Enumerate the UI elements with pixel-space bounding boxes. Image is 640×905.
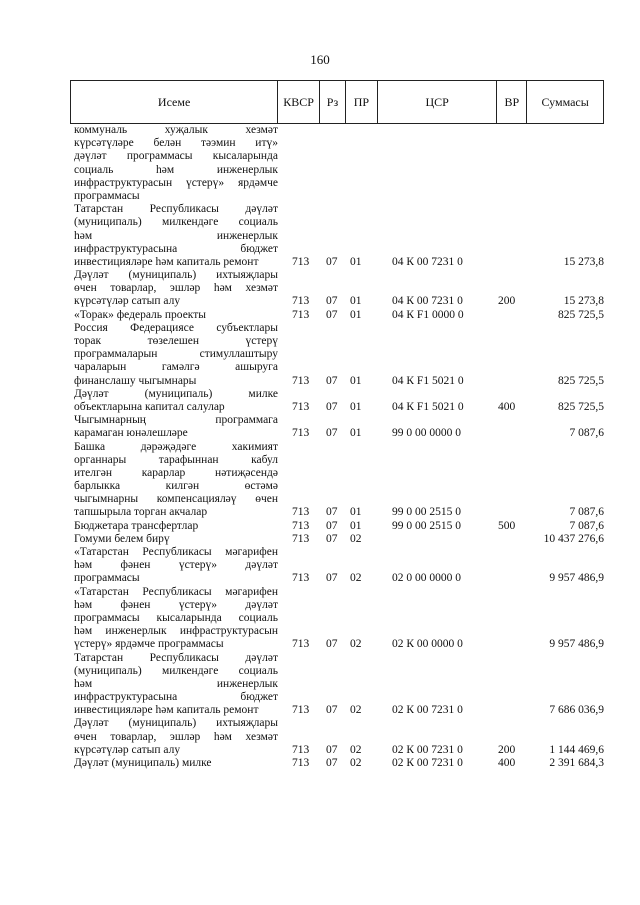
- row-name: [70, 124, 278, 203]
- row-name-line: программасы: [74, 572, 140, 585]
- row-pr: 02: [350, 743, 362, 756]
- row-rz: 07: [326, 308, 338, 321]
- row-name-line: һәм инженерлык: [74, 677, 278, 690]
- row-pr: 01: [350, 255, 362, 268]
- row-pr: 02: [350, 704, 362, 717]
- row-name-line: Дәүләт (муниципаль) ихтыяҗлары: [74, 717, 278, 730]
- row-sum: 2 391 684,3: [549, 757, 604, 770]
- row-vr: 400: [498, 400, 516, 413]
- row-pr: 01: [350, 308, 362, 321]
- row-kvsr: 713: [292, 255, 310, 268]
- row-name: [70, 757, 278, 770]
- table-row: [70, 414, 604, 440]
- row-vr: [498, 124, 528, 203]
- row-name: [70, 441, 278, 520]
- header-sum: Суммасы: [541, 94, 589, 109]
- row-sum: 825 725,5: [558, 374, 604, 387]
- row-csr: 99 0 00 2515 0: [392, 506, 461, 519]
- row-name: [70, 586, 278, 652]
- row-vr: [498, 652, 528, 718]
- row-kvsr: 713: [292, 400, 310, 413]
- row-name-line: Дәүләт (муниципаль) милке: [74, 387, 278, 400]
- row-csr: 04 К 00 7231 0: [392, 255, 463, 268]
- table-body: [70, 124, 604, 770]
- table-row: [70, 203, 604, 269]
- row-name: [70, 309, 278, 322]
- row-name-line: финанслашу чыгымнары: [74, 374, 197, 387]
- row-name-line: һәм фәнен үстерү» дәүләт: [74, 559, 278, 572]
- row-name: [70, 203, 278, 269]
- row-name-line: (муниципаль) милкендәге социаль: [74, 216, 278, 229]
- row-kvsr: 713: [292, 308, 310, 321]
- row-name-line: чыгымнарны компенсацияләү өчен: [74, 493, 278, 506]
- table-row: [70, 124, 604, 203]
- row-pr: [346, 124, 378, 203]
- row-csr: 02 К 00 7231 0: [392, 704, 463, 717]
- row-name-line: Дәүләт (муниципаль) милке: [74, 757, 212, 770]
- table-row: [70, 441, 604, 520]
- row-rz: 07: [326, 506, 338, 519]
- row-name-line: өчен товарлар, эшләр һәм хезмәт: [74, 282, 278, 295]
- row-name-line: һәм инженерлык: [74, 229, 278, 242]
- row-name-line: Россия Федерациясе субъектлары: [74, 321, 278, 334]
- header-kvsr: КВСР: [278, 81, 320, 123]
- row-sum: 7 686 036,9: [549, 704, 604, 717]
- row-pr: 02: [350, 572, 362, 585]
- row-name-line: «Татарстан Республикасы мәгарифен: [74, 546, 278, 559]
- row-name-line: дәүләт программасы кысаларында: [74, 150, 278, 163]
- row-vr: [498, 414, 528, 440]
- row-kvsr: 713: [292, 638, 310, 651]
- row-name-line: өчен товарлар, эшләр һәм хезмәт: [74, 730, 278, 743]
- table-row: [70, 652, 604, 718]
- row-csr: 04 К 00 7231 0: [392, 295, 463, 308]
- row-rz: 07: [326, 427, 338, 440]
- row-csr: 04 К F1 5021 0: [392, 400, 464, 413]
- row-pr: 01: [350, 400, 362, 413]
- row-name-line: күрсәтүләр сатып алу: [74, 743, 181, 756]
- row-sum: 15 273,8: [563, 255, 604, 268]
- row-rz: 07: [326, 295, 338, 308]
- row-kvsr: 713: [292, 427, 310, 440]
- row-sum: 825 725,5: [558, 308, 604, 321]
- row-rz: 07: [326, 572, 338, 585]
- row-name-line: тапшырыла торган акчалар: [74, 506, 208, 519]
- row-csr: [378, 124, 498, 203]
- row-name-line: һәм фәнен үстерү» дәүләт: [74, 598, 278, 611]
- row-sum: 1 144 469,6: [549, 743, 604, 756]
- row-name: [70, 269, 278, 309]
- table-row: [70, 388, 604, 414]
- row-kvsr: 713: [292, 506, 310, 519]
- row-name-line: инвестицияләре һәм капиталь ремонт: [74, 255, 259, 268]
- row-name: [70, 717, 278, 757]
- header-rz: Рз: [320, 81, 346, 123]
- row-sum: 10 437 276,6: [543, 532, 604, 545]
- row-pr: 01: [350, 295, 362, 308]
- row-name: [70, 388, 278, 414]
- row-sum: [528, 124, 604, 203]
- row-sum: 7 087,6: [569, 506, 604, 519]
- row-name-line: социаль һәм инженерлык: [74, 163, 278, 176]
- row-vr: 200: [498, 743, 516, 756]
- row-sum: 9 957 486,9: [549, 572, 604, 585]
- row-vr: [498, 309, 528, 322]
- row-kvsr: 713: [292, 374, 310, 387]
- header-name: Исеме: [71, 81, 278, 123]
- row-kvsr: 713: [292, 295, 310, 308]
- row-rz: 07: [326, 704, 338, 717]
- row-rz: 07: [326, 532, 338, 545]
- table-row: [70, 520, 604, 533]
- row-name-line: Татарстан Республикасы дәүләт: [74, 203, 278, 216]
- row-name: [70, 520, 278, 533]
- row-sum: 7 087,6: [569, 427, 604, 440]
- row-name-line: Гомуми белем бирү: [74, 532, 170, 545]
- table-row: [70, 757, 604, 770]
- table-row: [70, 269, 604, 309]
- row-kvsr: 713: [292, 532, 310, 545]
- row-sum: 9 957 486,9: [549, 638, 604, 651]
- row-name-line: программаларын стимуллаштыру: [74, 348, 278, 361]
- row-vr: 200: [498, 295, 516, 308]
- row-vr: 400: [498, 757, 516, 770]
- row-name-line: чараларын гамәлгә ашыруга: [74, 361, 278, 374]
- row-name: [70, 322, 278, 388]
- row-name-line: Дәүләт (муниципаль) ихтыяҗлары: [74, 269, 278, 282]
- row-pr: 02: [350, 532, 362, 545]
- row-csr: 04 К F1 5021 0: [392, 374, 464, 387]
- row-pr: 01: [350, 374, 362, 387]
- row-name-line: күрсәтүләр сатып алу: [74, 295, 181, 308]
- row-sum: 7 087,6: [569, 519, 604, 532]
- row-csr: 02 К 00 7231 0: [392, 757, 463, 770]
- row-csr: 04 К F1 0000 0: [392, 308, 464, 321]
- row-csr: 02 0 00 0000 0: [392, 572, 461, 585]
- row-name-line: Башка дәрәҗәдәге хакимият: [74, 440, 278, 453]
- row-name-line: (муниципаль) милкендәге социаль: [74, 664, 278, 677]
- row-vr: [498, 322, 528, 388]
- row-pr: 01: [350, 519, 362, 532]
- row-name-line: Татарстан Республикасы дәүләт: [74, 651, 278, 664]
- row-name-line: «Торак» федераль проекты: [74, 308, 206, 321]
- row-name-line: объектларына капитал салулар: [74, 400, 225, 413]
- row-pr: 01: [350, 427, 362, 440]
- header-vr: ВР: [497, 81, 527, 123]
- table-row: [70, 322, 604, 388]
- table-row: [70, 546, 604, 586]
- row-name: [70, 652, 278, 718]
- row-name-line: инвестицияләре һәм капиталь ремонт: [74, 704, 259, 717]
- row-vr: [498, 441, 528, 520]
- table-row: [70, 533, 604, 546]
- row-vr: [498, 546, 528, 586]
- row-rz: 07: [326, 255, 338, 268]
- row-csr: 02 К 00 7231 0: [392, 743, 463, 756]
- row-csr: 99 0 00 2515 0: [392, 519, 461, 532]
- row-vr: 500: [498, 519, 516, 532]
- row-name-line: инфраструктурасына бюджет: [74, 691, 278, 704]
- page-number: 160: [310, 52, 330, 67]
- row-kvsr: 713: [292, 743, 310, 756]
- row-kvsr: [278, 124, 320, 203]
- row-name-line: органнары тарафыннан кабул: [74, 453, 278, 466]
- row-rz: 07: [326, 757, 338, 770]
- row-name-line: «Татарстан Республикасы мәгарифен: [74, 585, 278, 598]
- row-vr: [498, 533, 528, 546]
- row-name-line: ителгән карарлар нәтиҗәсендә: [74, 466, 278, 479]
- row-rz: 07: [326, 400, 338, 413]
- row-name: [70, 533, 278, 546]
- table-header: [70, 80, 604, 124]
- row-vr: [498, 586, 528, 652]
- row-name-line: инфраструктурасын үстерү» ярдәмче: [74, 176, 278, 189]
- row-csr: 99 0 00 0000 0: [392, 427, 461, 440]
- header-pr: ПР: [346, 81, 378, 123]
- row-csr: [378, 533, 498, 546]
- row-kvsr: 713: [292, 757, 310, 770]
- row-name-line: күрсәтүләре белән тәэмин итү»: [74, 137, 278, 150]
- row-name-line: программасы кысаларында социаль: [74, 611, 278, 624]
- row-name-line: коммуналь хуҗалык хезмәт: [74, 124, 278, 136]
- row-name-line: карамаган юнәлешләре: [74, 427, 188, 440]
- row-sum: 15 273,8: [563, 295, 604, 308]
- row-rz: 07: [326, 743, 338, 756]
- row-name-line: һәм инженерлык инфраструктурасын: [74, 625, 278, 638]
- table-row: [70, 309, 604, 322]
- row-name-line: Бюджетара трансфертлар: [74, 519, 199, 532]
- row-kvsr: 713: [292, 572, 310, 585]
- row-sum: 825 725,5: [558, 400, 604, 413]
- row-csr: 02 К 00 0000 0: [392, 638, 463, 651]
- row-rz: 07: [326, 374, 338, 387]
- row-name-line: программасы: [74, 189, 140, 202]
- row-name: [70, 414, 278, 440]
- header-csr: ЦСР: [378, 81, 498, 123]
- row-name-line: барлыкка килгән өстәмә: [74, 480, 278, 493]
- row-name-line: Чыгымнарның программага: [74, 414, 278, 427]
- row-name-line: торак төзелешен үстерү: [74, 335, 278, 348]
- row-name: [70, 546, 278, 586]
- row-vr: [498, 203, 528, 269]
- row-pr: 02: [350, 638, 362, 651]
- row-name-line: инфраструктурасына бюджет: [74, 242, 278, 255]
- table-row: [70, 717, 604, 757]
- row-rz: 07: [326, 519, 338, 532]
- row-pr: 01: [350, 506, 362, 519]
- row-rz: [320, 124, 346, 203]
- row-kvsr: 713: [292, 519, 310, 532]
- row-pr: 02: [350, 757, 362, 770]
- row-rz: 07: [326, 638, 338, 651]
- row-name-line: үстерү» ярдәмче программасы: [74, 638, 224, 651]
- table-row: [70, 586, 604, 652]
- row-kvsr: 713: [292, 704, 310, 717]
